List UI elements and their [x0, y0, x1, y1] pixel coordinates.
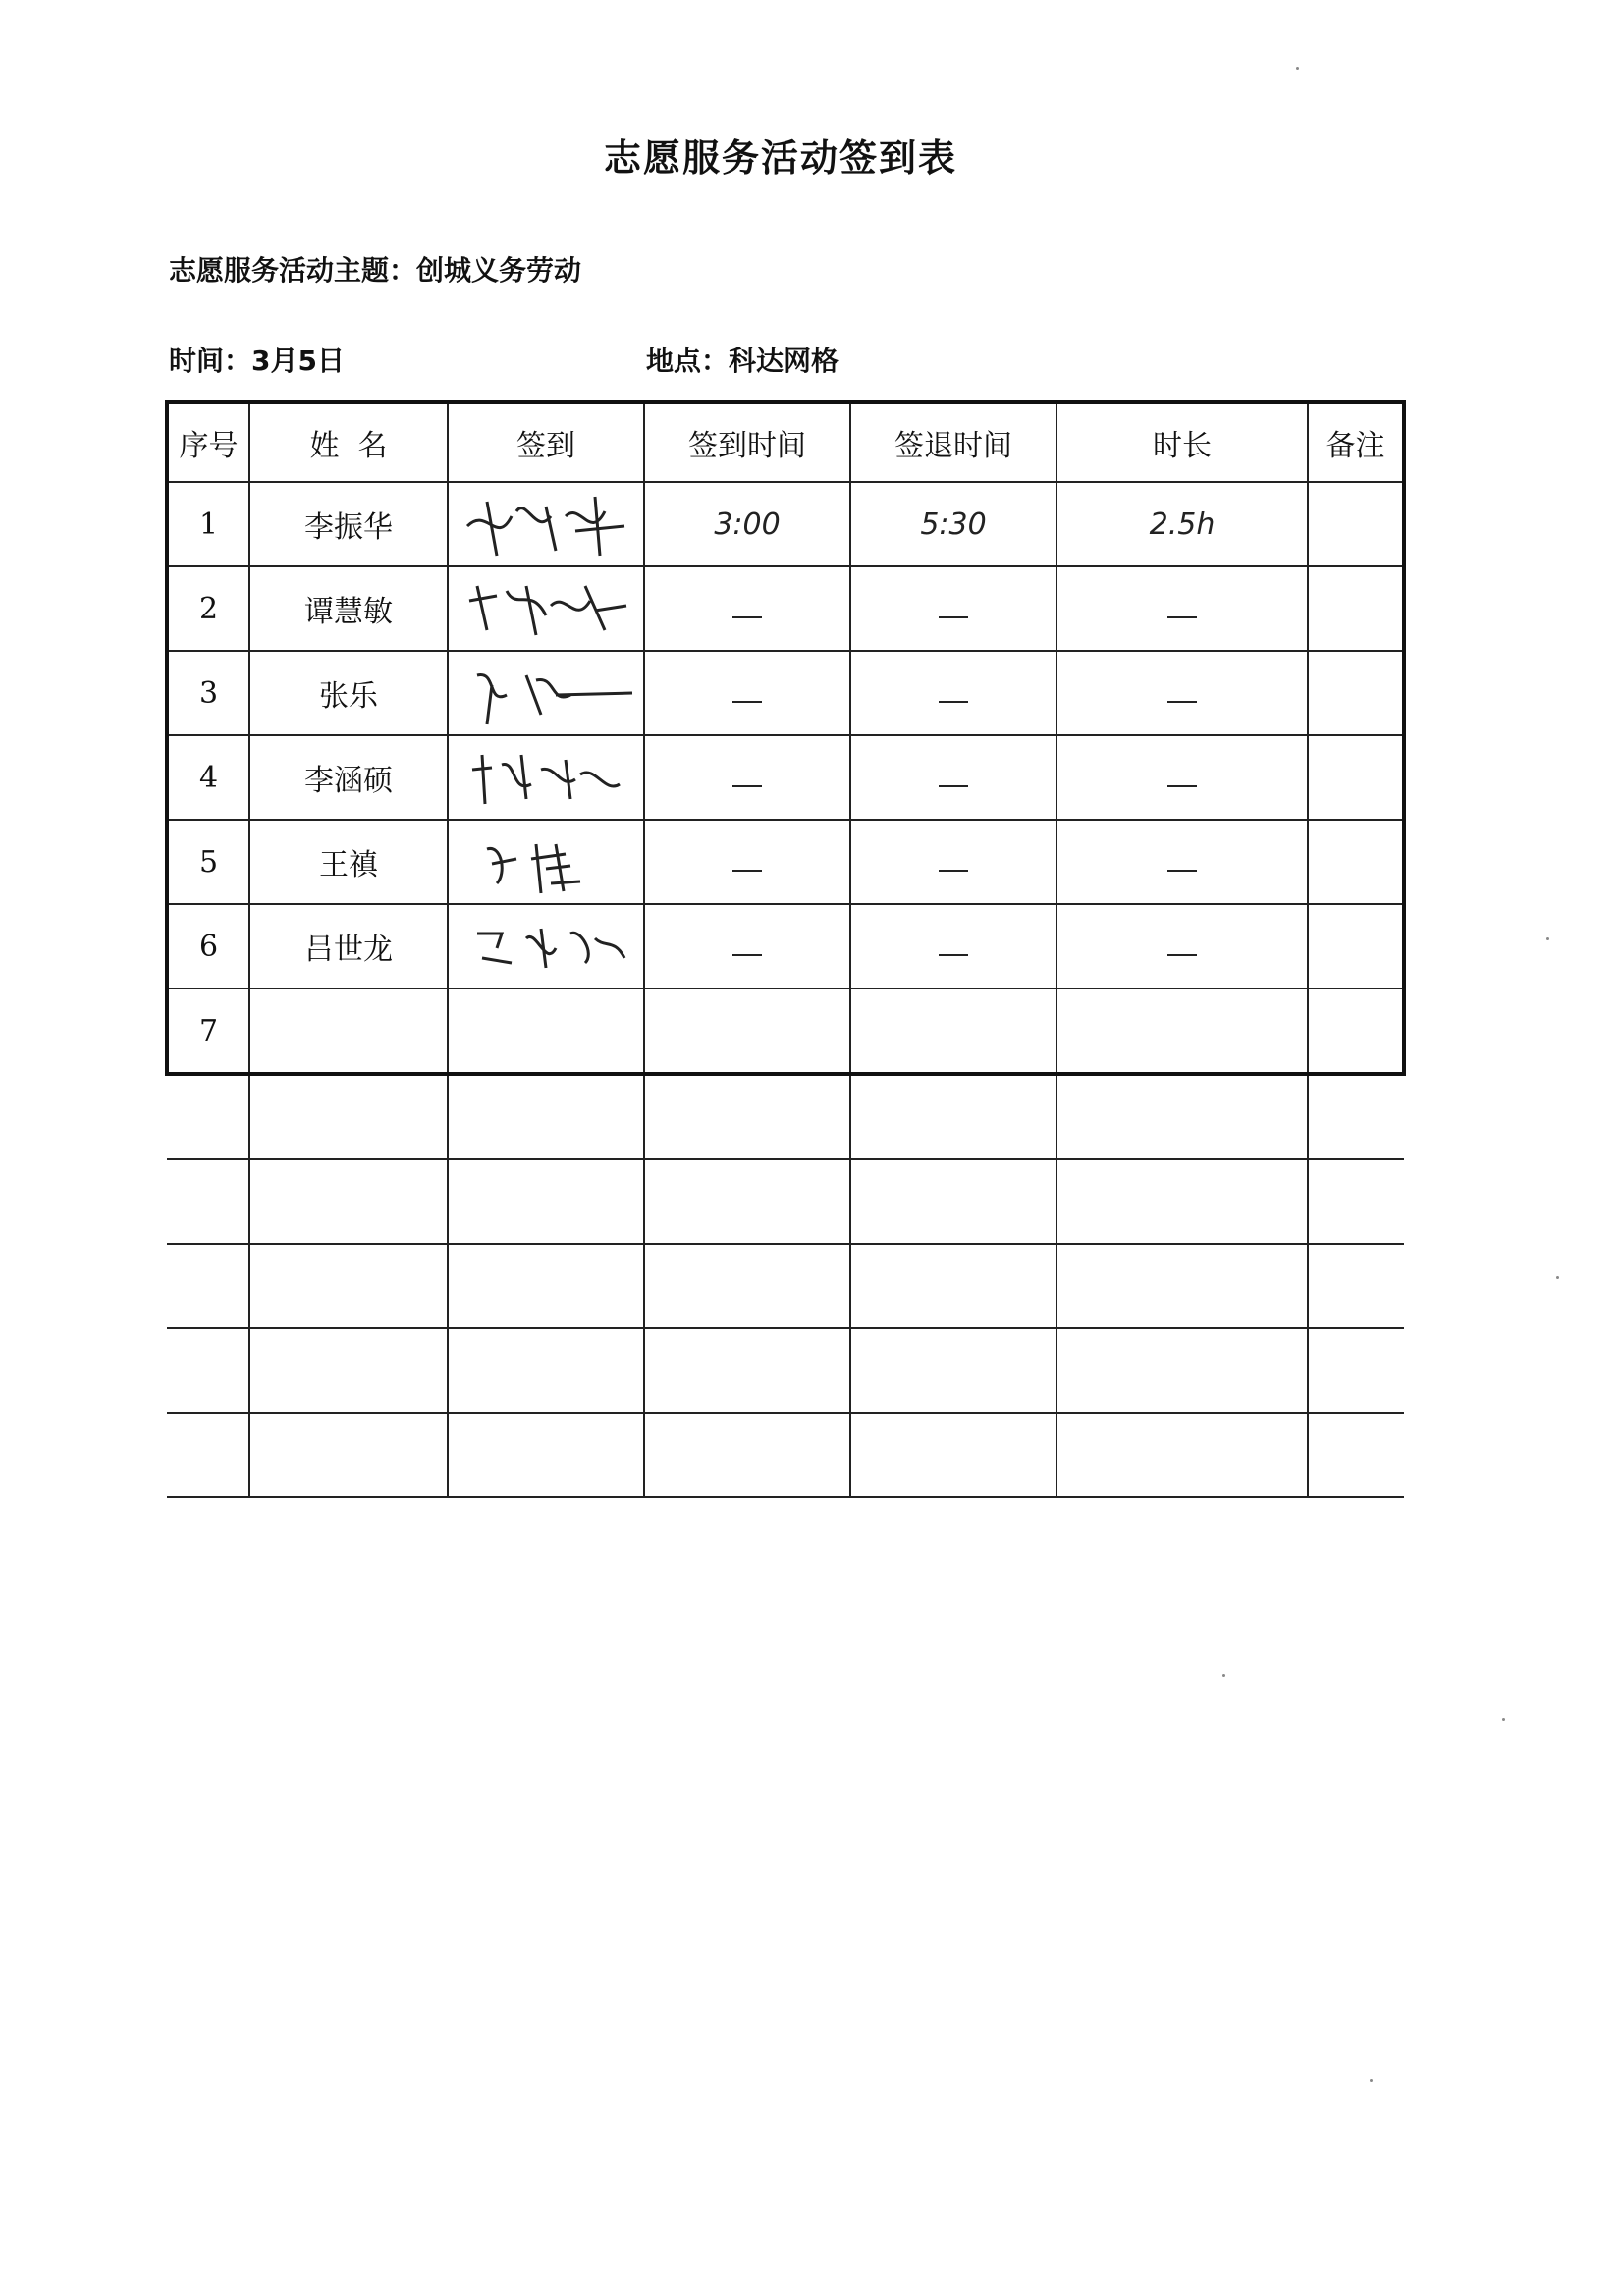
- table-row: [167, 988, 1404, 1074]
- row-sign-in-time: [644, 904, 850, 988]
- header-name: 姓 名: [249, 402, 448, 482]
- handwritten-signature: [458, 825, 634, 899]
- row-sign-out-time: 5:30: [850, 482, 1056, 566]
- row-sign-out-time: [850, 988, 1056, 1074]
- blank-row: [167, 1328, 1404, 1413]
- row-remark: [1308, 820, 1404, 904]
- scan-speck: [1502, 1718, 1505, 1721]
- header-remark: 备注: [1308, 402, 1404, 482]
- handwritten-signature: [458, 909, 634, 984]
- row-duration: [1056, 820, 1308, 904]
- signature-cell: [448, 482, 644, 566]
- row-sign-in-time: [644, 988, 850, 1074]
- row-sign-in-time: [644, 820, 850, 904]
- activity-time: 时间：3月5日: [169, 345, 345, 377]
- handwritten-signature: [458, 487, 634, 561]
- table-header-row: [167, 402, 1404, 482]
- row-duration: [1056, 988, 1308, 1074]
- row-sign-in-time: [644, 566, 850, 651]
- row-sign-in-time: [644, 735, 850, 820]
- row-index: 7: [167, 988, 249, 1074]
- row-remark: [1308, 735, 1404, 820]
- page-title: 志愿服务活动签到表: [603, 136, 957, 180]
- row-sign-out-time: [850, 735, 1056, 820]
- table-row: [167, 566, 1404, 651]
- handwritten-signature: [458, 656, 634, 730]
- activity-theme: 志愿服务活动主题：创城义务劳动: [169, 254, 582, 287]
- row-name: 吕世龙: [249, 904, 448, 988]
- blank-row: [167, 1076, 1404, 1159]
- row-name: 李涵硕: [249, 735, 448, 820]
- row-index: 1: [167, 482, 249, 566]
- row-name: 谭慧敏: [249, 566, 448, 651]
- scan-speck: [1556, 1276, 1559, 1279]
- row-name: 王禛: [249, 820, 448, 904]
- row-sign-out-time: [850, 820, 1056, 904]
- blank-row: [167, 1159, 1404, 1244]
- table-row: [167, 651, 1404, 735]
- sign-in-table: [165, 400, 1406, 1076]
- header-sign-in-time: 签到时间: [644, 402, 850, 482]
- row-index: 5: [167, 820, 249, 904]
- table-row: [167, 820, 1404, 904]
- blank-row: [167, 1413, 1404, 1497]
- row-remark: [1308, 566, 1404, 651]
- row-sign-out-time: [850, 566, 1056, 651]
- row-name: [249, 988, 448, 1074]
- row-index: 4: [167, 735, 249, 820]
- row-sign-out-time: [850, 904, 1056, 988]
- signature-cell: [448, 988, 644, 1074]
- handwritten-signature: [458, 571, 634, 646]
- row-sign-in-time: 3:00: [644, 482, 850, 566]
- row-duration: [1056, 651, 1308, 735]
- row-index: 3: [167, 651, 249, 735]
- row-duration: [1056, 904, 1308, 988]
- table-row: [167, 735, 1404, 820]
- row-name: 李振华: [249, 482, 448, 566]
- handwritten-signature: [458, 740, 634, 815]
- row-sign-in-time: [644, 651, 850, 735]
- header-sign-out-time: 签退时间: [850, 402, 1056, 482]
- row-index: 2: [167, 566, 249, 651]
- row-name: 张乐: [249, 651, 448, 735]
- row-duration: [1056, 735, 1308, 820]
- signature-cell: [448, 820, 644, 904]
- row-remark: [1308, 651, 1404, 735]
- header-index: 序号: [167, 402, 249, 482]
- row-duration: [1056, 566, 1308, 651]
- scan-speck: [1546, 937, 1549, 940]
- row-remark: [1308, 482, 1404, 566]
- blank-row: [167, 1244, 1404, 1328]
- row-duration: 2.5h: [1056, 482, 1308, 566]
- row-sign-out-time: [850, 651, 1056, 735]
- table-row: [167, 904, 1404, 988]
- header-duration: 时长: [1056, 402, 1308, 482]
- scan-speck: [1296, 67, 1299, 70]
- row-index: 6: [167, 904, 249, 988]
- signature-cell: [448, 735, 644, 820]
- table-row: [167, 482, 1404, 566]
- activity-place: 地点：科达网格: [646, 345, 839, 377]
- signature-cell: [448, 566, 644, 651]
- header-signature: 签到: [448, 402, 644, 482]
- row-remark: [1308, 988, 1404, 1074]
- scan-speck: [1370, 2079, 1373, 2082]
- blank-rows-extension: [167, 1076, 1404, 1498]
- signature-cell: [448, 651, 644, 735]
- scan-speck: [1222, 1674, 1225, 1677]
- row-remark: [1308, 904, 1404, 988]
- signature-cell: [448, 904, 644, 988]
